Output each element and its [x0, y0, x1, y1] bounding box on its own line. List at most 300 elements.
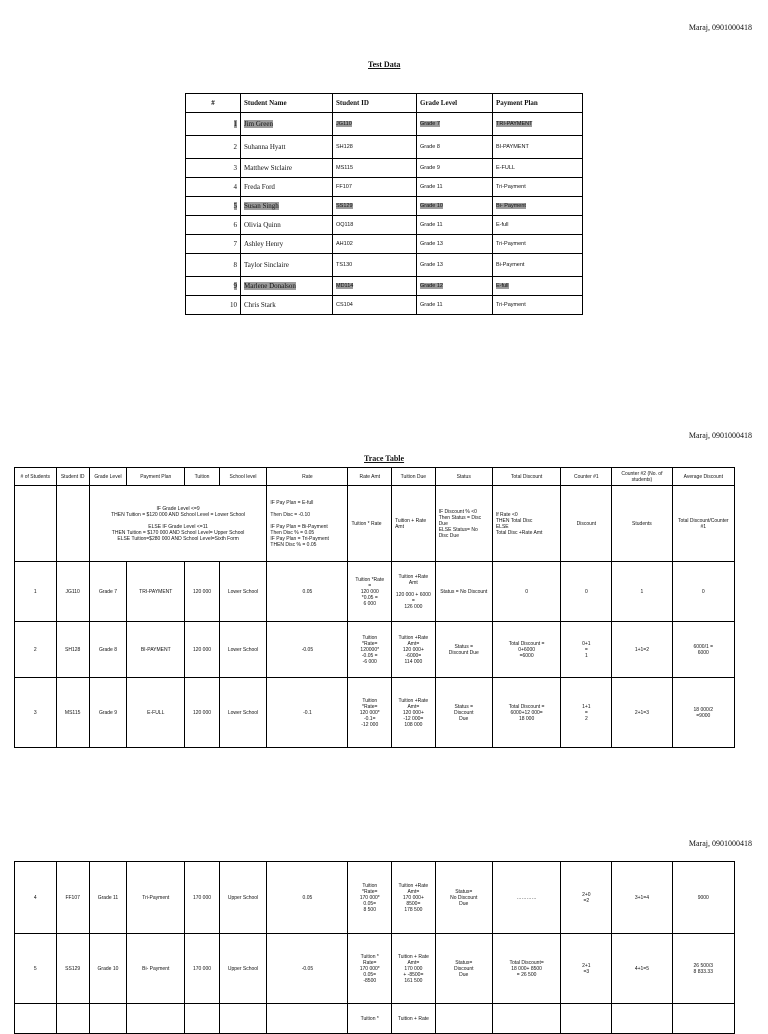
trace-row	[15, 1004, 735, 1034]
trace-header-cell: Rate Amt	[348, 468, 392, 486]
trace-cell-text: 4	[33, 894, 37, 901]
trace-cell-level	[219, 562, 267, 622]
trace-cell-rate_amt	[348, 562, 392, 622]
trace-cell-rate_amt	[348, 622, 392, 678]
page-header-2: Maraj, 0901000418	[688, 431, 752, 440]
test-cell-grade	[417, 197, 493, 216]
test-header-cell: Student Name	[241, 94, 333, 113]
test-cell-id	[333, 216, 417, 235]
trace-cell-text: 3+1=4	[634, 894, 650, 901]
trace-cell-tuition	[185, 862, 219, 934]
trace-cell-text: 1	[640, 588, 644, 595]
trace-cell-due	[392, 562, 436, 622]
test-cell-name	[241, 235, 333, 254]
test-header-cell: Grade Level	[417, 94, 493, 113]
trace-cell-avg	[672, 934, 734, 1004]
trace-cell-text: Tuition +Rate Amt= 170 000+ 8500= 178 500	[398, 882, 429, 913]
test-cell-name	[241, 197, 333, 216]
trace-cell-n	[15, 678, 57, 748]
test-cell-text: Olivia Quinn	[244, 221, 281, 229]
trace-cell-plan	[127, 862, 185, 934]
test-data-row	[186, 254, 583, 277]
test-cell-text: Ashley Henry	[244, 240, 284, 248]
test-cell-n	[186, 178, 241, 197]
trace-cell-total	[492, 862, 561, 934]
trace-header-cell: Grade Level	[89, 468, 126, 486]
average-logic: Total Discount/Counter #1	[672, 486, 734, 562]
trace-cell-grade	[89, 862, 126, 934]
test-cell-n	[186, 113, 241, 136]
trace-cell-text: Status = Discount Due	[454, 703, 474, 722]
test-cell-text: Grade 12	[420, 283, 443, 289]
trace-cell-id	[56, 678, 89, 748]
test-cell-grade	[417, 277, 493, 296]
test-cell-name	[241, 277, 333, 296]
test-cell-n	[186, 296, 241, 315]
trace-cell-text: MS115	[64, 709, 81, 716]
test-cell-text: Suhanna Hyatt	[244, 143, 286, 151]
trace-cell-rate_amt	[348, 678, 392, 748]
trace-cell-text: Grade 9	[98, 709, 118, 716]
test-cell-text: AH102	[336, 241, 353, 247]
trace-cell-level	[219, 934, 267, 1004]
total-discount-logic: If Rate <0 THEN Total Disc ELSE Total Disc +Rate Amt	[492, 486, 561, 562]
trace-header-cell: Tuition	[185, 468, 219, 486]
tuition-due-logic: Tuition + Rate Amt	[392, 486, 436, 562]
test-cell-text: Grade 9	[420, 165, 440, 171]
trace-cell-rate_amt	[348, 1004, 392, 1034]
test-cell-plan	[493, 178, 583, 197]
test-cell-text: Bi-Payment	[496, 262, 525, 268]
test-data-row	[186, 136, 583, 159]
test-cell-name	[241, 216, 333, 235]
trace-cell-rate	[267, 1004, 348, 1034]
trace-cell-n	[15, 622, 57, 678]
trace-cell-c1	[561, 1004, 612, 1034]
test-cell-text: E-full	[496, 283, 509, 289]
trace-cell-c2	[612, 622, 672, 678]
trace-cell-due	[392, 678, 436, 748]
trace-cell-text: Bi- Payment	[142, 965, 170, 972]
trace-cell-rate	[267, 562, 348, 622]
trace-cell-due	[392, 862, 436, 934]
trace-cell-text: Tuition *Rate= 170 000* 0.05= 8 500	[359, 882, 380, 913]
trace-cell-rate	[267, 678, 348, 748]
test-cell-grade	[417, 113, 493, 136]
trace-cell-text: 2+1=3	[634, 709, 650, 716]
status-logic: IF Discount % <0 Then Status = Disc Due ELSE Status= No Disc Due	[435, 486, 492, 562]
trace-cell-text: JG110	[65, 588, 80, 595]
test-data-row	[186, 197, 583, 216]
test-cell-text: Grade 13	[420, 241, 443, 247]
trace-table-continued	[14, 861, 735, 1034]
trace-cell-id	[56, 934, 89, 1004]
test-data-table	[185, 93, 583, 315]
trace-cell-text: 170 000	[192, 965, 212, 972]
test-cell-plan	[493, 235, 583, 254]
test-cell-text: BI-PAYMENT	[496, 144, 529, 150]
trace-cell-grade	[89, 934, 126, 1004]
test-cell-text: 4	[233, 183, 237, 191]
test-cell-grade	[417, 136, 493, 159]
trace-cell-grade	[89, 622, 126, 678]
trace-row	[15, 562, 735, 622]
trace-header-cell: Rate	[267, 468, 348, 486]
trace-cell-text: 6000/1 = 6000	[693, 643, 714, 656]
trace-cell-text: 0.05	[302, 588, 313, 595]
trace-cell-text: Tuition + Rate	[397, 1015, 429, 1022]
trace-cell-grade	[89, 1004, 126, 1034]
trace-cell-text: Grade 8	[98, 646, 118, 653]
trace-header-cell: Student ID	[56, 468, 89, 486]
trace-cell-status	[435, 622, 492, 678]
test-cell-grade	[417, 178, 493, 197]
trace-cell-plan	[127, 1004, 185, 1034]
test-cell-text: 8	[233, 261, 237, 269]
page-header-3: Maraj, 0901000418	[688, 839, 752, 848]
test-data-row	[186, 235, 583, 254]
test-cell-text: 3	[233, 164, 237, 172]
trace-cell-text: 0	[584, 588, 588, 595]
trace-cell-text: 1+1=2	[634, 646, 650, 653]
trace-cell-status	[435, 862, 492, 934]
trace-cell-plan	[127, 678, 185, 748]
trace-row	[15, 934, 735, 1004]
test-cell-text: Tri-Payment	[496, 184, 526, 190]
trace-cell-avg	[672, 622, 734, 678]
trace-cell-text: …………	[516, 894, 537, 901]
counter2-logic: Students	[612, 486, 672, 562]
test-cell-n	[186, 136, 241, 159]
trace-row	[15, 862, 735, 934]
trace-header-cell: Payment Plan	[127, 468, 185, 486]
test-cell-text: Grade 7	[420, 121, 440, 127]
trace-cell-text: 26 500/3 8 833.33	[693, 962, 713, 975]
test-cell-n	[186, 159, 241, 178]
trace-cell-text: 0	[525, 588, 528, 595]
trace-cell-level	[219, 678, 267, 748]
trace-cell-total	[492, 1004, 561, 1034]
trace-cell-tuition	[185, 562, 219, 622]
test-cell-text: Taylor Sinclaire	[244, 261, 289, 269]
trace-cell-grade	[89, 562, 126, 622]
logic-cell-empty	[15, 486, 57, 562]
trace-cell-text: Total Discount= 18 000+ 8500 = 26 500	[509, 959, 544, 978]
trace-cell-total	[492, 562, 561, 622]
trace-cell-text: Tuition *	[360, 1015, 379, 1022]
trace-cell-text: E-FULL	[147, 709, 165, 716]
test-cell-text: Grade 11	[420, 222, 443, 228]
test-cell-text: Chris Stark	[244, 301, 276, 309]
trace-cell-text: Tuition +Rate Amt= 120 000+ -6000= 114 000	[398, 634, 429, 665]
test-cell-text: 7	[233, 240, 237, 248]
trace-cell-c1	[561, 622, 612, 678]
trace-cell-rate_amt	[348, 862, 392, 934]
test-cell-id	[333, 296, 417, 315]
test-cell-plan	[493, 136, 583, 159]
trace-cell-due	[392, 934, 436, 1004]
test-data-row	[186, 178, 583, 197]
test-cell-name	[241, 136, 333, 159]
trace-cell-rate	[267, 622, 348, 678]
test-cell-plan	[493, 113, 583, 136]
trace-cell-text: Grade 11	[97, 894, 119, 901]
test-cell-id	[333, 235, 417, 254]
trace-cell-text: TRI-PAYMENT	[139, 588, 173, 595]
trace-cell-rate_amt	[348, 934, 392, 1004]
trace-cell-total	[492, 678, 561, 748]
trace-cell-text: 3	[33, 709, 37, 716]
trace-cell-tuition	[185, 934, 219, 1004]
test-cell-grade	[417, 235, 493, 254]
test-cell-grade	[417, 159, 493, 178]
logic-cell-empty	[56, 486, 89, 562]
trace-cell-text: 2	[33, 646, 37, 653]
test-cell-name	[241, 159, 333, 178]
test-cell-text: FF107	[336, 184, 352, 190]
trace-cell-text: 0+1 = 1	[582, 640, 591, 659]
trace-header-cell: # of Students	[15, 468, 57, 486]
test-cell-name	[241, 113, 333, 136]
trace-cell-text: Tuition +Rate Amt= 120 000+ -12 000= 108 000	[398, 697, 429, 728]
trace-cell-text: 1	[33, 588, 37, 595]
test-cell-text: 9	[233, 282, 237, 290]
trace-cell-text: Tuition *Rate= 120000* -0.05 = -6 000	[360, 634, 380, 665]
trace-cell-status	[435, 562, 492, 622]
test-cell-id	[333, 136, 417, 159]
trace-header-cell: Status	[435, 468, 492, 486]
trace-cell-text: Lower School	[227, 646, 259, 653]
tuition-logic: IF Grade Level <=9 THEN Tuition = $120 000 AND School Level = Lower School ELSE IF Grade Level <=11 THEN Tuition = $170 000 AND School Level= Upper School ELSE Tuition=$280 000 AND School Level=Sixth Form	[89, 486, 267, 562]
test-cell-text: MS115	[336, 165, 354, 171]
test-cell-text: SH128	[336, 144, 353, 150]
test-cell-plan	[493, 254, 583, 277]
trace-cell-tuition	[185, 678, 219, 748]
trace-cell-tuition	[185, 1004, 219, 1034]
test-cell-text: CS104	[336, 302, 353, 308]
trace-cell-avg	[672, 1004, 734, 1034]
trace-header-cell: Total Discount	[492, 468, 561, 486]
trace-cell-text: -0.05	[301, 965, 314, 972]
trace-cell-due	[392, 622, 436, 678]
test-data-title: Test Data	[368, 60, 401, 69]
trace-cell-c2	[612, 1004, 672, 1034]
trace-cell-rate	[267, 934, 348, 1004]
test-cell-text: E-FULL	[496, 165, 515, 171]
trace-cell-text: Lower School	[227, 709, 259, 716]
test-cell-text: 6	[233, 221, 237, 229]
rate-logic: IF Pay Plan = E-full Then Disc = -0.10 IF Pay Plan = Bi-Payment Then Disc % = 0.05 IF Pay Plan = Tri-Payment THEN Disc % = 0.05	[267, 486, 348, 562]
test-cell-text: TRI-PAYMENT	[496, 121, 533, 127]
counter1-logic: Discount	[561, 486, 612, 562]
trace-cell-text: 5	[33, 965, 37, 972]
trace-cell-level	[219, 1004, 267, 1034]
test-cell-text: Susan Singh	[244, 202, 279, 210]
test-header-cell: Payment Plan	[493, 94, 583, 113]
trace-cell-c1	[561, 934, 612, 1004]
trace-cell-avg	[672, 678, 734, 748]
test-header-cell: Student ID	[333, 94, 417, 113]
test-data-row	[186, 159, 583, 178]
test-cell-grade	[417, 296, 493, 315]
trace-cell-avg	[672, 862, 734, 934]
test-header-cell: #	[186, 94, 241, 113]
test-cell-text: 10	[230, 301, 237, 309]
test-cell-grade	[417, 254, 493, 277]
test-cell-plan	[493, 197, 583, 216]
trace-header-cell: School level	[219, 468, 267, 486]
trace-cell-text: FF107	[65, 894, 80, 901]
trace-cell-text: Upper School	[227, 965, 259, 972]
trace-cell-text: Tuition * Rate= 170 000* 0.05= -8500	[359, 953, 380, 984]
trace-cell-text: Upper School	[227, 894, 259, 901]
test-cell-text: Jim Green	[244, 120, 273, 128]
trace-cell-status	[435, 1004, 492, 1034]
trace-cell-text: 1+1 = 2	[582, 703, 591, 722]
trace-cell-level	[219, 622, 267, 678]
page-header-1: Maraj, 0901000418	[688, 23, 752, 32]
trace-cell-id	[56, 622, 89, 678]
trace-header-cell: Average Discount	[672, 468, 734, 486]
trace-cell-text: 9000	[697, 894, 709, 901]
trace-cell-c1	[561, 678, 612, 748]
trace-cell-text: 4+1=5	[634, 965, 650, 972]
test-data-row	[186, 113, 583, 136]
trace-cell-n	[15, 562, 57, 622]
trace-row	[15, 622, 735, 678]
test-cell-text: E-full	[496, 222, 509, 228]
trace-cell-grade	[89, 678, 126, 748]
trace-cell-text: Tri-Payment	[142, 894, 170, 901]
trace-cell-n	[15, 934, 57, 1004]
test-cell-text: Bi- Payment	[496, 203, 526, 209]
trace-cell-plan	[127, 622, 185, 678]
trace-cell-due	[392, 1004, 436, 1034]
trace-cell-n	[15, 862, 57, 934]
trace-header-cell: Counter #1	[561, 468, 612, 486]
trace-cell-text: 120 000	[192, 588, 212, 595]
trace-cell-plan	[127, 934, 185, 1004]
trace-cell-text: Grade 7	[98, 588, 118, 595]
trace-header-cell: Tuition Due	[392, 468, 436, 486]
test-cell-text: Tri-Payment	[496, 302, 526, 308]
test-cell-text: 1	[233, 120, 237, 128]
test-cell-text: JG110	[336, 121, 352, 127]
trace-cell-c2	[612, 678, 672, 748]
trace-cell-text: SH128	[65, 646, 81, 653]
rate-amt-logic: Tuition * Rate	[348, 486, 392, 562]
test-cell-text: Marlene Donalson	[244, 282, 296, 290]
test-cell-id	[333, 197, 417, 216]
test-cell-n	[186, 235, 241, 254]
trace-cell-text: 2+0 =2	[582, 891, 591, 904]
trace-cell-c2	[612, 934, 672, 1004]
trace-cell-text: 2+1 =3	[582, 962, 591, 975]
test-cell-name	[241, 254, 333, 277]
trace-cell-c1	[561, 562, 612, 622]
trace-cell-status	[435, 934, 492, 1004]
trace-cell-text: Total Discount = 0+6000 =6000	[508, 640, 545, 659]
test-data-row	[186, 216, 583, 235]
trace-cell-text: 120 000	[192, 646, 212, 653]
test-cell-name	[241, 296, 333, 315]
trace-table-title: Trace Table	[364, 454, 405, 463]
test-cell-n	[186, 216, 241, 235]
trace-cell-text: 0.05	[302, 894, 313, 901]
trace-row	[15, 678, 735, 748]
test-cell-text: Grade 10	[420, 203, 443, 209]
test-cell-name	[241, 178, 333, 197]
trace-cell-text: BI-PAYMENT	[140, 646, 171, 653]
trace-cell-n	[15, 1004, 57, 1034]
trace-cell-text: 0	[701, 588, 705, 595]
trace-table	[14, 467, 735, 748]
test-cell-text: Matthew Stclaire	[244, 164, 293, 172]
test-cell-plan	[493, 277, 583, 296]
trace-cell-rate	[267, 862, 348, 934]
test-cell-id	[333, 277, 417, 296]
test-cell-text: MD114	[336, 283, 354, 289]
trace-cell-text: Tuition *Rate = 120 000 *0.05 = 6 000	[355, 576, 385, 607]
test-cell-id	[333, 178, 417, 197]
trace-cell-text: Status = Discount Due	[448, 643, 479, 656]
trace-cell-text: Total Discount = 6000+12 000= 18 000	[508, 703, 545, 722]
test-cell-n	[186, 277, 241, 296]
test-cell-grade	[417, 216, 493, 235]
trace-cell-text: SS129	[65, 965, 81, 972]
trace-cell-text: Status = No Discount	[440, 588, 488, 595]
trace-cell-text: 170 000	[192, 894, 212, 901]
test-cell-n	[186, 254, 241, 277]
trace-cell-text: Status= Discount Due	[454, 959, 474, 978]
test-cell-text: TS130	[336, 262, 353, 268]
trace-logic-row	[15, 486, 735, 562]
test-cell-text: Grade 11	[420, 302, 443, 308]
test-data-row	[186, 277, 583, 296]
test-cell-text: Freda Ford	[244, 183, 275, 191]
trace-cell-level	[219, 862, 267, 934]
test-data-row	[186, 296, 583, 315]
test-cell-plan	[493, 216, 583, 235]
test-cell-text: SS129	[336, 203, 353, 209]
trace-cell-c1	[561, 862, 612, 934]
test-cell-id	[333, 159, 417, 178]
test-cell-plan	[493, 159, 583, 178]
test-cell-plan	[493, 296, 583, 315]
trace-cell-text: 120 000	[192, 709, 212, 716]
trace-cell-text: -0.1	[303, 709, 312, 716]
trace-cell-c2	[612, 562, 672, 622]
trace-cell-text: Lower School	[227, 588, 259, 595]
trace-cell-text: 18 000/2 =9000	[693, 706, 713, 719]
test-cell-text: Grade 8	[420, 144, 440, 150]
test-cell-id	[333, 254, 417, 277]
trace-cell-plan	[127, 562, 185, 622]
trace-cell-tuition	[185, 622, 219, 678]
test-cell-text: 2	[233, 143, 237, 151]
trace-cell-avg	[672, 562, 734, 622]
trace-cell-status	[435, 678, 492, 748]
trace-cell-text: Tuition *Rate= 120 000* -0.1= -12 000	[359, 697, 380, 728]
trace-cell-id	[56, 862, 89, 934]
test-cell-id	[333, 113, 417, 136]
trace-cell-total	[492, 934, 561, 1004]
trace-cell-id	[56, 562, 89, 622]
test-cell-text: OQ118	[336, 222, 354, 228]
trace-cell-text: Grade 10	[97, 965, 119, 972]
trace-header-cell: Counter #2 (No. of students)	[612, 468, 672, 486]
trace-cell-text: -0.05	[301, 646, 314, 653]
